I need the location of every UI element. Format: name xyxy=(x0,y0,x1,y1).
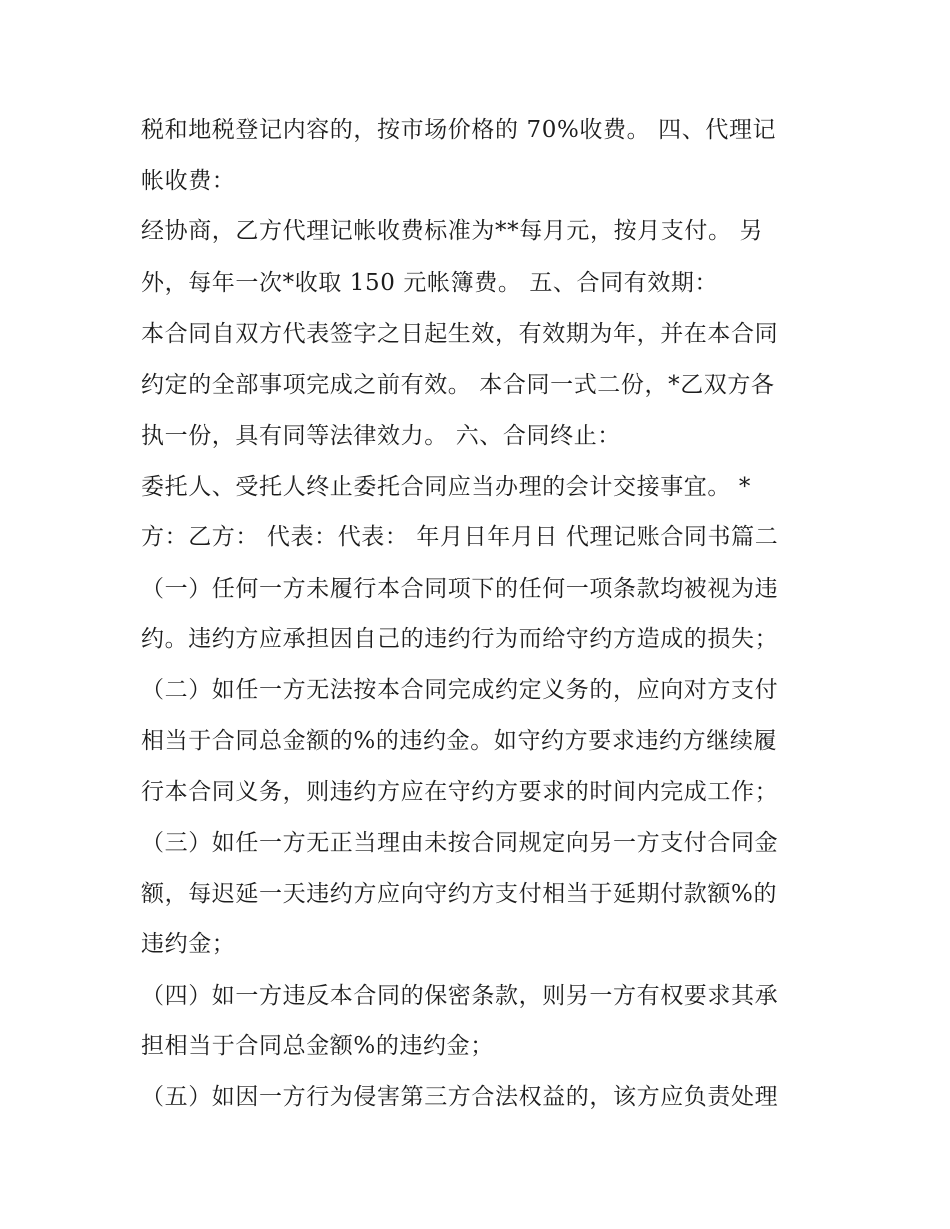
text-line: 委托人、受托人终止委托合同应当办理的会计交接事宜。 * xyxy=(141,474,752,500)
text-line: 担相当于合同总金额%的违约金； xyxy=(141,1033,494,1059)
text-line: （四）如一方违反本合同的保密条款，则另一方有权要求其承 xyxy=(141,983,779,1009)
text-line: 相当于合同总金额的%的违约金。如守约方要求违约方继续履 xyxy=(141,728,778,754)
text-line: （二）如任一方无法按本合同完成约定义务的，应向对方支付 xyxy=(141,677,779,703)
text-line: 帐收费： xyxy=(141,168,236,194)
text-line: （五）如因一方行为侵害第三方合法权益的，该方应负责处理 xyxy=(141,1084,779,1110)
text-line: 行本合同义务，则违约方应在守约方要求的时间内完成工作； xyxy=(141,779,779,805)
text-line: 约。违约方应承担因自己的违约行为而给守约方造成的损失； xyxy=(141,626,779,652)
text-line: 执一份，具有同等法律效力。 六、合同终止： xyxy=(141,423,621,449)
text-line: 外，每年一次*收取 150 元帐簿费。 五、合同有效期： xyxy=(141,270,719,296)
text-line: 税和地税登记内容的，按市场价格的 70%收费。 四、代理记 xyxy=(141,117,777,143)
text-line: 本合同自双方代表签字之日起生效，有效期为年，并在本合同 xyxy=(141,321,779,347)
text-line: 约定的全部事项完成之前有效。 本合同一式二份，*乙双方各 xyxy=(141,372,775,398)
text-line: （一）任何一方未履行本合同项下的任何一项条款均被视为违 xyxy=(141,576,779,602)
text-line: 方：乙方： 代表：代表： 年月日年月日 代理记账合同书篇二 xyxy=(141,524,779,550)
text-line: 额，每迟延一天违约方应向守约方支付相当于延期付款额%的 xyxy=(141,881,778,907)
text-line: （三）如任一方无正当理由未按合同规定向另一方支付合同金 xyxy=(141,830,779,856)
text-line: 经协商，乙方代理记帐收费标准为**每月元，按月支付。 另 xyxy=(141,218,764,244)
text-line: 违约金； xyxy=(141,931,236,957)
